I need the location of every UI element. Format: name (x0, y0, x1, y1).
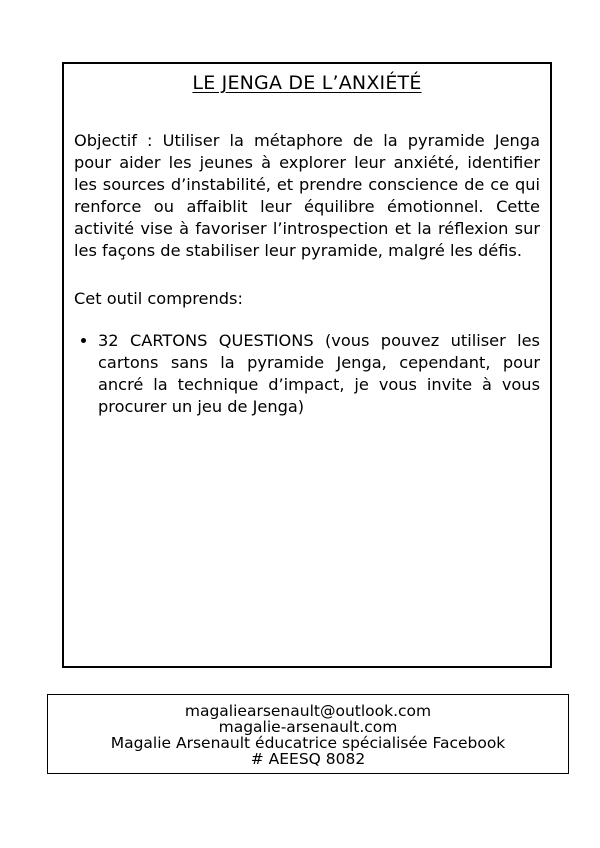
includes-heading: Cet outil comprends: (74, 289, 243, 308)
content-box (62, 62, 552, 668)
footer-aeesq: # AEESQ 8082 (250, 750, 366, 768)
footer-website: magalie-arsenault.com (218, 718, 398, 736)
footer-email: magaliearsenault@outlook.com (184, 702, 432, 720)
list-item: • 32 CARTONS QUESTIONS (vous pouvez utiliser les cartons sans la pyramide Jenga, cependant, pour ancré la technique d’impact, je vous invite à vous procurer un jeu de Jenga) (98, 330, 540, 418)
includes-list (74, 330, 540, 418)
contact-footer (47, 694, 569, 774)
footer-facebook: Magalie Arsenault éducatrice spécialisée Facebook (110, 734, 506, 752)
objective-paragraph: Objectif : Utiliser la métaphore de la pyramide Jenga pour aider les jeunes à explorer leur anxiété, identifier les sources d’instabilité, et prendre conscience de ce qui renforce ou affaiblit leur équilibre émotionnel. Cette activité vise à favoriser l’introspection et la réflexion sur les façons de stabiliser leur pyramide, malgré les défis. (74, 131, 540, 260)
document-title: LE JENGA DE L’ANXIÉTÉ (192, 72, 422, 94)
